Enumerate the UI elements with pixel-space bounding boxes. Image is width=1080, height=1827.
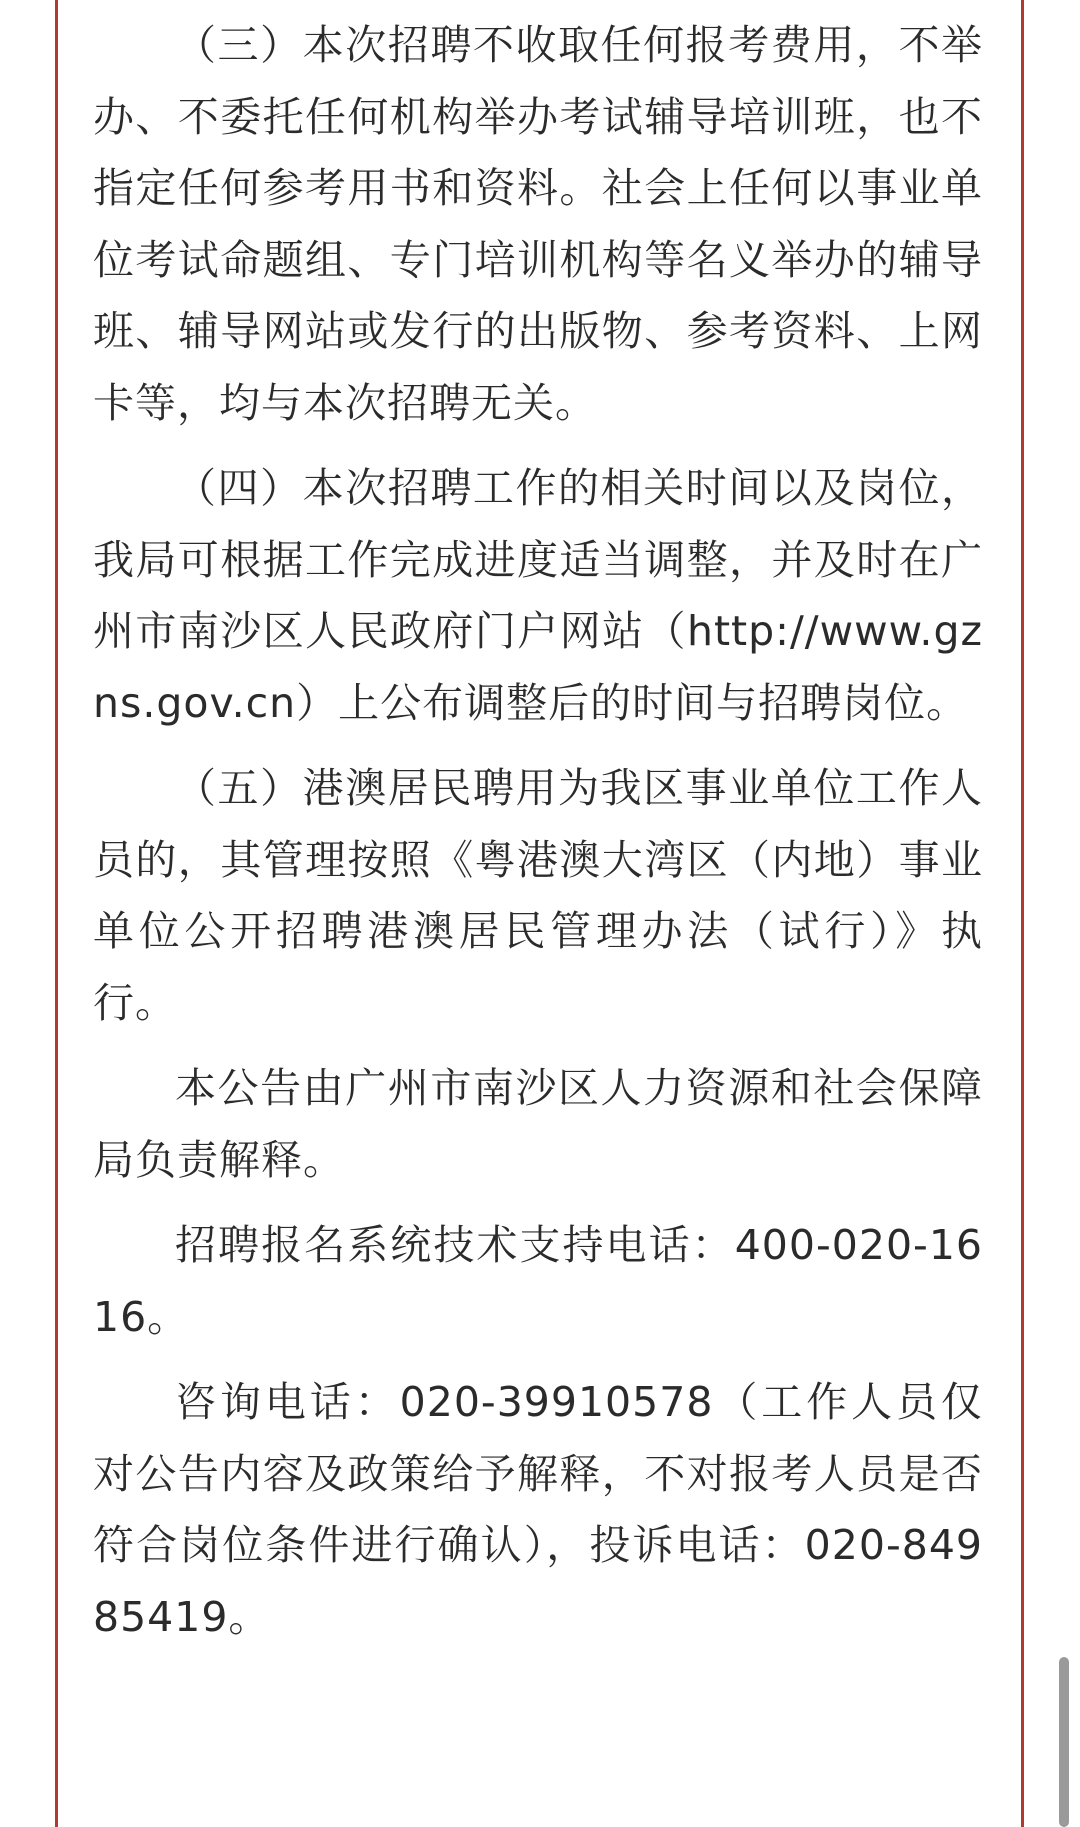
scrollbar-thumb[interactable]: [1059, 1657, 1069, 1827]
left-border-line: [55, 0, 58, 1827]
paragraph-schedule-adjustment: （四）本次招聘工作的相关时间以及岗位，我局可根据工作完成进度适当调整，并及时在广州市南沙区人民政府门户网站（http://www.gzns.gov.cn）上公布调整后的时间与招聘岗位。: [93, 464, 983, 727]
paragraph-hk-macao-residents: （五）港澳居民聘用为我区事业单位工作人员的，其管理按照《粤港澳大湾区（内地）事业单位公开招聘港澳居民管理办法（试行）》执行。: [93, 764, 983, 1027]
paragraph-interpretation: 本公告由广州市南沙区人力资源和社会保障局负责解释。: [93, 1064, 983, 1184]
right-border-line: [1021, 0, 1024, 1827]
paragraph-tech-support-phone: 招聘报名系统技术支持电话：400-020-1616。: [93, 1221, 983, 1341]
announcement-body: [93, 10, 983, 1667]
paragraph-consultation-phone: 咨询电话：020-39910578（工作人员仅对公告内容及政策给予解释，不对报考人员是否符合岗位条件进行确认），投诉电话：020-84985419。: [93, 1378, 983, 1641]
paragraph-fees: （三）本次招聘不收取任何报考费用，不举办、不委托任何机构举办考试辅导培训班，也不指定任何参考用书和资料。社会上任何以事业单位考试命题组、专门培训机构等名义举办的辅导班、辅导网站或发行的出版物、参考资料、上网卡等，均与本次招聘无关。: [93, 21, 983, 427]
